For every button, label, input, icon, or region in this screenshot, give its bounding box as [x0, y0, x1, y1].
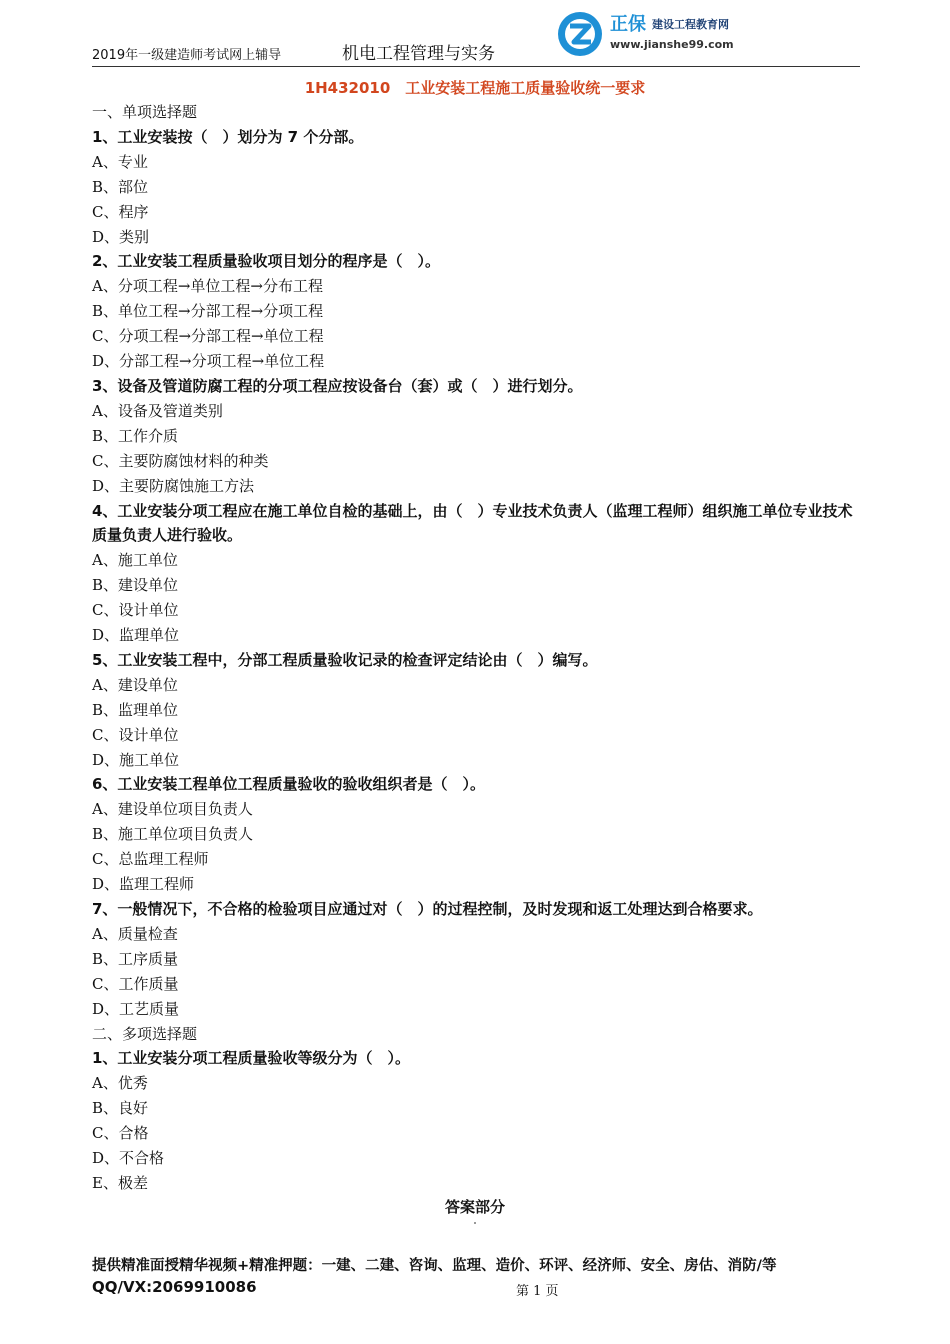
answer-option: C、总监理工程师 — [92, 850, 209, 869]
answer-option: B、施工单位项目负责人 — [92, 825, 254, 844]
document-title: 1H432010 工业安装工程施工质量验收统一要求 — [304, 79, 646, 97]
answers-heading: 答案部分 — [444, 1198, 505, 1216]
answer-option: C、合格 — [92, 1124, 149, 1143]
answer-option: B、建设单位 — [92, 576, 179, 595]
question-stem: 7、一般情况下，不合格的检验项目应通过对（ ）的过程控制，及时发现和返工处理达到合格要求。 — [92, 900, 763, 918]
answer-option: B、工序质量 — [92, 949, 179, 968]
answer-option: E、极差 — [92, 1173, 148, 1192]
answer-option: A、设备及管道类别 — [92, 401, 223, 420]
answer-option: C、工作质量 — [92, 974, 179, 993]
answer-option: D、分部工程→分项工程→单位工程 — [92, 352, 325, 371]
question-stem: 1、工业安装分项工程质量验收等级分为（ ）。 — [92, 1049, 410, 1068]
answer-option: A、质量检查 — [92, 924, 178, 943]
answer-option: D、不合格 — [92, 1149, 165, 1168]
answer-option: C、设计单位 — [92, 601, 179, 620]
question-stem: 6、工业安装工程单位工程质量验收的验收组织者是（ ）。 — [92, 775, 485, 794]
header-exam-title: 2019年一级建造师考试网上辅导 — [92, 48, 282, 63]
section-heading: 一、单项选择题 — [92, 103, 198, 121]
zhengbao-logo-icon — [556, 10, 604, 58]
logo-brand-text: 正保 — [610, 14, 646, 35]
section-heading: 二、多项选择题 — [92, 1024, 198, 1043]
answer-option: A、专业 — [92, 152, 148, 171]
question-stem: 4、工业安装分项工程应在施工单位自检的基础上，由（ ）专业技术负责人（监理工程师）组织施工单位专业技术质量负责人进行验收。 — [92, 501, 853, 545]
header-divider — [92, 66, 860, 67]
answer-option: B、工作介质 — [92, 426, 179, 445]
answer-option: B、单位工程→分部工程→分项工程 — [92, 302, 324, 321]
answer-option: C、程序 — [92, 202, 149, 221]
answer-option: D、监理工程师 — [92, 875, 195, 894]
answer-option: A、分项工程→单位工程→分布工程 — [92, 277, 323, 296]
question-stem: 5、工业安装工程中，分部工程质量验收记录的检查评定结论由（ ）编写。 — [92, 650, 598, 669]
answer-option: C、主要防腐蚀材料的种类 — [92, 451, 269, 470]
brand-logo[interactable] — [556, 8, 756, 62]
footer-contact: QQ/VX:2069910086 — [92, 1278, 257, 1296]
logo-url[interactable]: www.jianshe99.com — [610, 38, 734, 51]
footer-promo: 提供精准面授精华视频+精准押题：一建、二建、咨询、监理、造价、环评、经济师、安全、房估、消防/等 — [92, 1258, 777, 1274]
answer-option: D、类别 — [92, 227, 150, 246]
logo-site-name: 建设工程教育网 — [652, 18, 729, 31]
question-stem: 3、设备及管道防腐工程的分项工程应按设备台（套）或（ ）进行划分。 — [92, 376, 583, 395]
answer-option: A、建设单位项目负责人 — [92, 800, 253, 819]
answer-option: A、施工单位 — [92, 551, 178, 570]
answer-option: B、部位 — [92, 177, 149, 196]
page-header — [92, 8, 860, 64]
separator-dot — [474, 1222, 476, 1224]
answer-option: A、优秀 — [92, 1074, 148, 1093]
answer-option: A、建设单位 — [92, 675, 178, 694]
answer-option: B、监理单位 — [92, 700, 179, 719]
answer-option: C、分项工程→分部工程→单位工程 — [92, 327, 324, 346]
page-number: 第 1 页 — [516, 1284, 559, 1299]
answer-option: D、施工单位 — [92, 750, 180, 769]
answer-option: D、工艺质量 — [92, 999, 180, 1018]
answer-option: C、设计单位 — [92, 725, 179, 744]
question-list — [92, 100, 860, 1196]
header-subject: 机电工程管理与实务 — [342, 44, 495, 64]
question-stem: 2、工业安装工程质量验收项目划分的程序是（ ）。 — [92, 252, 440, 271]
answer-option: B、良好 — [92, 1099, 149, 1118]
question-stem: 1、工业安装按（ ）划分为 7 个分部。 — [92, 127, 364, 146]
answer-option: D、主要防腐蚀施工方法 — [92, 476, 255, 495]
answer-option: D、监理单位 — [92, 626, 180, 645]
